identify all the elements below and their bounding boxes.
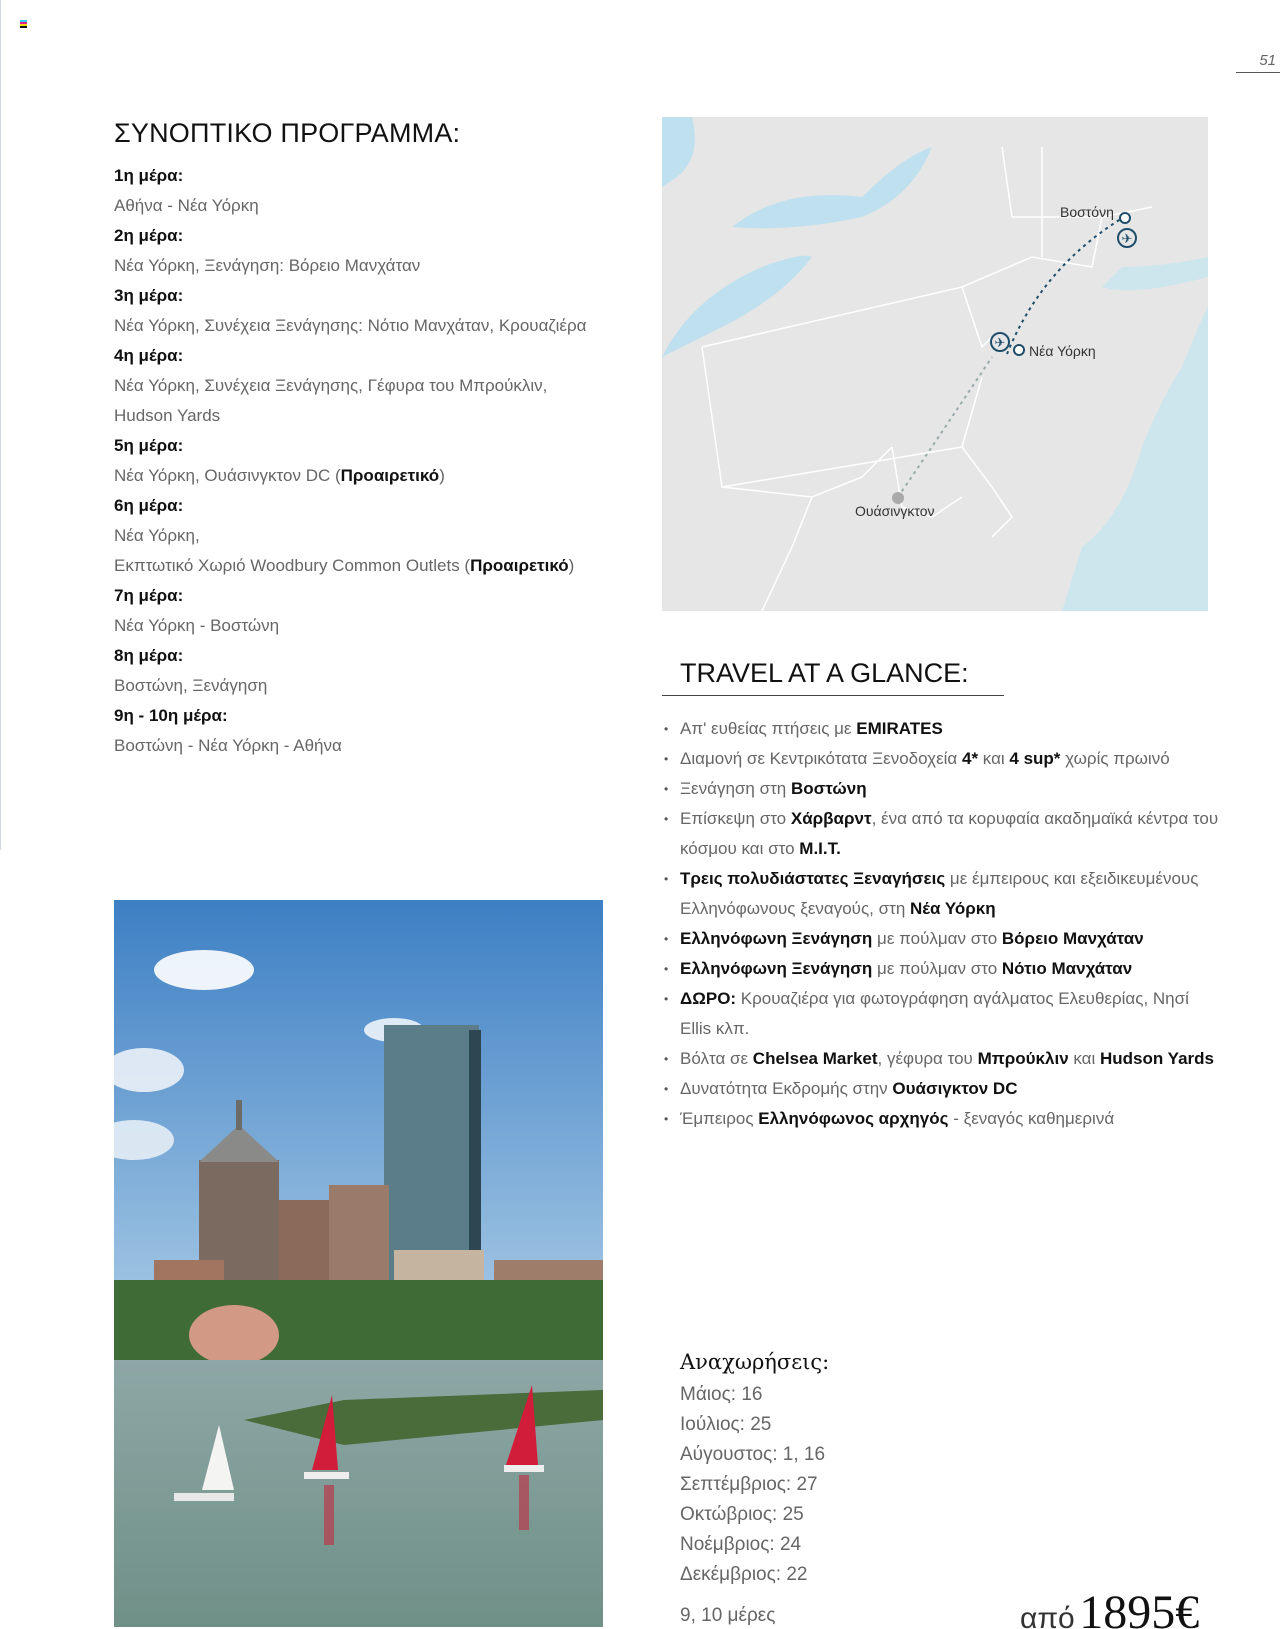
day-text: Βοστώνη - Νέα Υόρκη - Αθήνα <box>114 736 342 755</box>
bullet-highlight: Νέα Υόρκη <box>910 899 996 918</box>
day-text: Εκπτωτικό Χωριό Woodbury Common Outlets ( <box>114 556 471 575</box>
route-map <box>662 117 1208 611</box>
bullet-highlight: Hudson Yards <box>1100 1049 1214 1068</box>
day-entry <box>114 431 634 491</box>
glance-bullet <box>662 984 1222 1044</box>
day-description <box>114 191 634 221</box>
day-text: Νέα Υόρκη, Συνέχεια Ξενάγησης, Γέφυρα του Μπρούκλιν, <box>114 376 548 395</box>
day-text: Νέα Υόρκη, Συνέχεια Ξενάγησης: Νότιο Μανχάταν, Κρουαζιέρα <box>114 316 587 335</box>
glance-bullet <box>662 1074 1222 1104</box>
day-text: Βοστώνη, Ξενάγηση <box>114 676 268 695</box>
bullet-text: Βόλτα σε <box>680 1049 753 1068</box>
bullet-text: Ξενάγηση στη <box>680 779 791 798</box>
bullet-text: Κρουαζιέρα για φωτογράφηση αγάλματος Ελευθερίας, Νησί Ellis κλπ. <box>680 989 1189 1038</box>
departure-date: Δεκέμβριος: 22 <box>680 1564 808 1585</box>
glance-bullet <box>662 1104 1222 1134</box>
day-text: Νέα Υόρκη, Ουάσινγκτον DC ( <box>114 466 341 485</box>
day-label: 7η μέρα: <box>114 586 184 605</box>
bullet-highlight: Ελληνόφωνη Ξενάγηση <box>680 959 873 978</box>
glance-bullet-list <box>662 714 1222 1134</box>
trip-duration: 9, 10 μέρες <box>680 1605 776 1626</box>
glance-bullet <box>662 954 1222 984</box>
day-entry <box>114 281 634 341</box>
bullet-highlight: Νότιο Μανχάταν <box>1001 959 1133 978</box>
glance-bullet <box>662 1044 1222 1074</box>
day-entry <box>114 581 634 641</box>
glance-bullet <box>662 774 1222 804</box>
day-label: 5η μέρα: <box>114 436 184 455</box>
bullet-text: και <box>1068 1049 1100 1068</box>
glance-bullet <box>662 744 1222 774</box>
day-entry <box>114 491 634 581</box>
day-label: 4η μέρα: <box>114 346 184 365</box>
page-edge <box>0 0 1 850</box>
optional-tag: Προαιρετικό <box>470 556 569 575</box>
glance-bullet <box>662 864 1222 924</box>
bullet-text: Απ' ευθείας πτήσεις με <box>680 719 857 738</box>
day-description <box>114 311 634 341</box>
bullet-text: με πούλμαν στο <box>872 959 1002 978</box>
print-color-marks <box>20 20 27 28</box>
bullet-highlight: ΔΩΡΟ: <box>680 989 737 1008</box>
bullet-highlight: 4* <box>961 749 979 768</box>
day-entry <box>114 161 634 221</box>
bullet-highlight: Ελληνόφωνη Ξενάγηση <box>680 929 873 948</box>
day-label: 6η μέρα: <box>114 496 184 515</box>
bullet-text: Διαμονή σε Κεντρικότατα Ξενοδοχεία <box>680 749 962 768</box>
price <box>1020 1585 1199 1629</box>
page-number: 51 <box>1259 52 1276 69</box>
day-description <box>114 731 634 761</box>
departure-date: Ιούλιος: 25 <box>680 1414 772 1435</box>
day-text: Hudson Yards <box>114 406 221 425</box>
day-description <box>114 371 634 401</box>
day-text: Νέα Υόρκη - Βοστώνη <box>114 616 280 635</box>
day-description <box>114 521 634 551</box>
bullet-text: με πούλμαν στο <box>872 929 1002 948</box>
glance-bullet <box>662 804 1222 864</box>
bullet-text: , ένα από τα κορυφαία ακαδημαϊκά κέντρα του κόσμου και στο <box>680 809 1219 858</box>
bullet-text: χωρίς πρωινό <box>1060 749 1170 768</box>
day-list <box>114 161 634 761</box>
map-label-boston: Βοστόνη <box>1060 204 1114 220</box>
svg-text:✈: ✈ <box>994 335 1006 350</box>
departure-dates <box>680 1380 825 1590</box>
departures-title: Αναχωρήσεις: <box>680 1350 830 1374</box>
page-number-rule <box>1236 72 1280 73</box>
bullet-highlight: Βοστώνη <box>790 779 867 798</box>
day-text-end: ) <box>568 556 575 575</box>
day-label: 1η μέρα: <box>114 166 184 185</box>
price-prefix: από <box>1020 1602 1075 1629</box>
departure-date: Σεπτέμβριος: 27 <box>680 1474 818 1495</box>
map-label-washington: Ουάσινγκτον <box>855 503 935 519</box>
glance-title: TRAVEL AT A GLANCE: <box>680 658 969 688</box>
day-description <box>114 251 634 281</box>
program-title: ΣΥΝΟΠΤΙΚΟ ΠΡΟΓΡΑΜΜΑ: <box>114 118 461 148</box>
departure-date: Νοέμβριος: 24 <box>680 1534 802 1555</box>
day-label: 9η - 10η μέρα: <box>114 706 228 725</box>
day-text: Αθήνα - Νέα Υόρκη <box>114 196 259 215</box>
day-text: Νέα Υόρκη, <box>114 526 200 545</box>
day-entry <box>114 641 634 701</box>
departure-date: Αύγουστος: 1, 16 <box>680 1444 826 1465</box>
bullet-text: με έμπειρους και εξειδικευμένους Ελληνόφωνους ξεναγούς, στη <box>680 869 1199 918</box>
svg-text:✈: ✈ <box>1121 231 1133 246</box>
glance-bullet <box>662 924 1222 954</box>
boston-skyline-photo <box>114 900 603 1627</box>
bullet-highlight: Ουάσιγκτον DC <box>892 1079 1018 1098</box>
day-entry <box>114 701 634 761</box>
bullet-highlight: M.I.T. <box>799 839 841 858</box>
bullet-highlight: Ελληνόφωνος αρχηγός <box>758 1109 949 1128</box>
day-description <box>114 401 634 431</box>
bullet-highlight: Χάρβαρντ <box>790 809 872 828</box>
day-label: 2η μέρα: <box>114 226 184 245</box>
bullet-text: Έμπειρος <box>680 1109 759 1128</box>
bullet-text: , γέφυρα του <box>877 1049 978 1068</box>
glance-title-underline <box>662 695 1004 696</box>
map-label-new-york: Νέα Υόρκη <box>1029 343 1096 359</box>
bullet-text: Δυνατότητα Εκδρομής στην <box>680 1079 893 1098</box>
bullet-text: Επίσκεψη στο <box>680 809 791 828</box>
day-label: 3η μέρα: <box>114 286 184 305</box>
day-text-end: ) <box>439 466 445 485</box>
optional-tag: Προαιρετικό <box>340 466 440 485</box>
day-description <box>114 461 634 491</box>
day-label: 8η μέρα: <box>114 646 184 665</box>
bullet-text: και <box>978 749 1010 768</box>
bullet-highlight: 4 sup* <box>1009 749 1061 768</box>
bullet-highlight: Chelsea Market <box>752 1049 878 1068</box>
day-description <box>114 611 634 641</box>
bullet-text: - ξεναγός καθημερινά <box>948 1109 1115 1128</box>
bullet-highlight: Μπρούκλιν <box>977 1049 1069 1068</box>
day-description <box>114 551 634 581</box>
price-amount: 1895€ <box>1079 1586 1200 1629</box>
day-text: Νέα Υόρκη, Ξενάγηση: Βόρειο Μανχάταν <box>114 256 421 275</box>
bullet-highlight: EMIRATES <box>856 719 943 738</box>
day-description <box>114 671 634 701</box>
bullet-highlight: Τρεις πολυδιάστατες Ξεναγήσεις <box>680 869 946 888</box>
day-entry <box>114 341 634 431</box>
bullet-highlight: Βόρειο Μανχάταν <box>1001 929 1144 948</box>
day-entry <box>114 221 634 281</box>
departure-date: Οκτώβριος: 25 <box>680 1504 804 1525</box>
departure-date: Μάιος: 16 <box>680 1384 763 1405</box>
glance-bullet <box>662 714 1222 744</box>
